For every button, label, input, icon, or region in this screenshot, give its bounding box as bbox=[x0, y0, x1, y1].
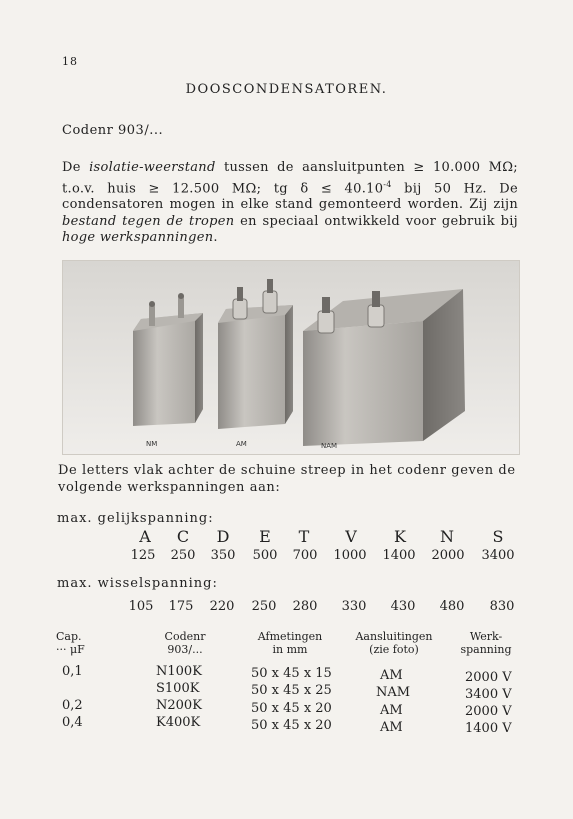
header-line: (zie foto) bbox=[369, 643, 419, 656]
letter-code: A bbox=[139, 527, 151, 546]
header-dimensions bbox=[245, 630, 335, 656]
header-working-voltage bbox=[448, 630, 524, 656]
intro-text: De letters vlak achter de schuine streep in het codenr geven de volgende werkspanningen aan: bbox=[58, 463, 516, 495]
cell-connection: AM bbox=[380, 668, 403, 683]
para-exponent: -4 bbox=[383, 179, 392, 189]
header-line: in mm bbox=[272, 643, 308, 656]
capacitor-nam bbox=[303, 289, 465, 446]
letter-code: V bbox=[345, 527, 357, 546]
cell-dimensions: 50 x 45 x 15 bbox=[251, 666, 332, 681]
cell-dimensions: 50 x 45 x 20 bbox=[251, 718, 332, 733]
photo-label-nm: NM bbox=[146, 440, 158, 448]
dc-value: 350 bbox=[210, 548, 236, 563]
para-italic-tropics: bestand tegen de tropen bbox=[62, 213, 235, 229]
letter-code: K bbox=[394, 527, 406, 546]
cell-dimensions: 50 x 45 x 25 bbox=[251, 683, 332, 698]
header-connections bbox=[344, 630, 444, 656]
letter-code: N bbox=[440, 527, 454, 546]
cell-codenr: N200K bbox=[156, 698, 202, 713]
ac-value: 430 bbox=[390, 599, 416, 614]
para-text: en speciaal ontwikkeld voor gebruik bij bbox=[234, 213, 518, 229]
cell-codenr: K400K bbox=[156, 715, 201, 730]
letter-code: C bbox=[176, 527, 190, 546]
ac-value: 175 bbox=[168, 599, 194, 614]
ac-value: 105 bbox=[128, 599, 154, 614]
dc-value: 700 bbox=[292, 548, 318, 563]
ac-value: 280 bbox=[292, 599, 318, 614]
photo-label-nam: NAM bbox=[321, 442, 338, 450]
ac-value: 250 bbox=[251, 599, 277, 614]
dc-value: 2000 bbox=[431, 548, 465, 563]
ac-voltage-label: max. wisselspanning: bbox=[57, 576, 218, 591]
letter-row bbox=[0, 527, 573, 547]
letter-code: S bbox=[492, 527, 504, 546]
dc-value: 1400 bbox=[382, 548, 416, 563]
ac-value: 830 bbox=[489, 599, 515, 614]
header-line: Codenr bbox=[164, 630, 206, 643]
cell-capacitance: 0,4 bbox=[62, 715, 83, 730]
cell-voltage: 2000 V bbox=[465, 670, 512, 685]
header-codenr bbox=[150, 630, 220, 656]
para-text: . bbox=[213, 230, 218, 246]
header-line: spanning bbox=[460, 643, 512, 656]
header-capacitance bbox=[56, 630, 96, 656]
header-line: Aansluitingen bbox=[355, 630, 433, 643]
cell-codenr: N100K bbox=[156, 664, 202, 679]
dc-value: 125 bbox=[130, 548, 156, 563]
cell-connection: AM bbox=[380, 703, 403, 718]
para-text: tussen de aansluitpunten ≥ 10.000 MΩ; t.o.v. huis ≥ 12.500 MΩ; tg δ ≤ 40.10 bbox=[62, 160, 518, 196]
letter-code: D bbox=[216, 527, 230, 546]
header-line: Werk- bbox=[469, 630, 503, 643]
para-text: De bbox=[62, 160, 90, 175]
cell-connection: NAM bbox=[376, 685, 411, 700]
cell-voltage: 3400 V bbox=[465, 687, 512, 702]
ac-value: 480 bbox=[439, 599, 465, 614]
header-line: ··· μF bbox=[56, 643, 85, 656]
header-line: 903/... bbox=[167, 643, 203, 656]
page-title: DOOSCONDENSATOREN. bbox=[185, 82, 388, 97]
ac-values-row bbox=[0, 599, 573, 617]
letter-code: T bbox=[298, 527, 310, 546]
cell-codenr: S100K bbox=[156, 681, 200, 696]
header-line: Cap. bbox=[56, 630, 82, 643]
cell-dimensions: 50 x 45 x 20 bbox=[251, 701, 332, 716]
dc-values-row bbox=[0, 548, 573, 566]
photo-label-am: AM bbox=[236, 440, 247, 448]
codenr-line: Codenr 903/... bbox=[62, 123, 164, 138]
cell-capacitance: 0,2 bbox=[62, 698, 83, 713]
cell-capacitance: 0,1 bbox=[62, 664, 83, 679]
ac-value: 330 bbox=[341, 599, 367, 614]
cell-connection: AM bbox=[380, 720, 403, 735]
dc-voltage-label: max. gelijkspanning: bbox=[57, 511, 214, 526]
header-line: Afmetingen bbox=[257, 630, 323, 643]
dc-value: 250 bbox=[170, 548, 196, 563]
letter-code: E bbox=[259, 527, 271, 546]
dc-value: 1000 bbox=[333, 548, 367, 563]
description-paragraph bbox=[62, 160, 518, 247]
capacitor-illustration bbox=[63, 261, 519, 454]
dc-value: 500 bbox=[252, 548, 278, 563]
cell-voltage: 2000 V bbox=[465, 704, 512, 719]
para-text: bij 50 Hz. De condensatoren mogen in elke stand gemonteerd worden. Zij zijn bbox=[62, 180, 518, 213]
capacitor-photo bbox=[62, 260, 520, 455]
para-italic-high-voltage: hoge werkspanningen bbox=[62, 230, 214, 246]
ac-value: 220 bbox=[209, 599, 235, 614]
page-number: 18 bbox=[62, 55, 78, 68]
cell-voltage: 1400 V bbox=[465, 721, 512, 736]
dc-value: 3400 bbox=[481, 548, 515, 563]
para-italic-isolation: isolatie-weerstand bbox=[89, 160, 216, 175]
